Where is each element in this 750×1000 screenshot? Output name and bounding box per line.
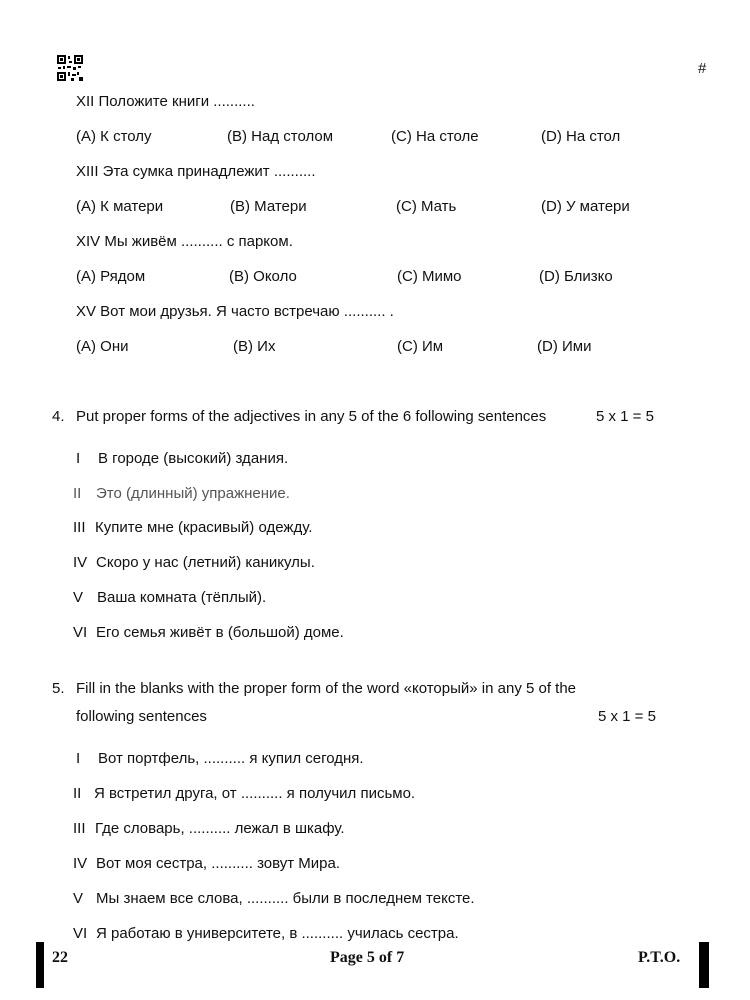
- item-number: I: [76, 750, 81, 767]
- option-c: (C) Им: [397, 338, 444, 355]
- question-xii: XII Положите книги ..........: [76, 93, 255, 110]
- question-xv: XV Вот мои друзья. Я часто встречаю .......... .: [76, 303, 394, 320]
- sentence: Я встретил друга, от .......... я получил письмо.: [94, 785, 416, 802]
- sentence: Скоро у нас (летний) каникулы.: [96, 554, 315, 571]
- marks: 5 x 1 = 5: [598, 708, 656, 725]
- item-number: VI: [73, 925, 88, 942]
- option-d: (D) У матери: [541, 198, 630, 215]
- option-b: (B) Около: [229, 268, 297, 285]
- question-number: 4.: [52, 408, 65, 425]
- sentence: Вот моя сестра, .......... зовут Мира.: [96, 855, 341, 872]
- item-number: V: [73, 890, 84, 907]
- hash-mark: #: [698, 60, 707, 77]
- item-number: II: [73, 485, 82, 502]
- question-instruction: Fill in the blanks with the proper form of the word «который» in any 5 of the: [76, 680, 577, 697]
- qr-code: [57, 55, 83, 81]
- option-c: (C) На столе: [391, 128, 479, 145]
- option-b: (B) Матери: [230, 198, 307, 215]
- page-number: Page 5 of 7: [330, 949, 405, 966]
- item-number: IV: [73, 554, 88, 571]
- sentence: В городе (высокий) здания.: [98, 450, 289, 467]
- option-d: (D) Близко: [539, 268, 613, 285]
- marks: 5 x 1 = 5: [596, 408, 654, 425]
- option-a: (A) Рядом: [76, 268, 146, 285]
- option-c: (C) Мимо: [397, 268, 462, 285]
- option-c: (C) Мать: [396, 198, 457, 215]
- question-xiii: XIII Эта сумка принадлежит ..........: [76, 163, 316, 180]
- sentence: Я работаю в университете, в .......... училась сестра.: [96, 925, 459, 942]
- question-instruction-cont: following sentences: [76, 708, 207, 725]
- sentence: Где словарь, .......... лежал в шкафу.: [95, 820, 345, 837]
- paper-code: 22: [52, 949, 68, 966]
- question-xiv: XIV Мы живём .......... с парком.: [76, 233, 293, 250]
- option-b: (B) Их: [233, 338, 276, 355]
- item-number: II: [73, 785, 82, 802]
- sentence: Вот портфель, .......... я купил сегодня.: [98, 750, 364, 767]
- sentence: Это (длинный) упражнение.: [96, 485, 290, 502]
- option-a: (A) К матери: [76, 198, 164, 215]
- item-number: I: [76, 450, 81, 467]
- option-a: (A) Они: [76, 338, 129, 355]
- item-number: III: [73, 519, 86, 536]
- footer-left-bar: [36, 942, 44, 988]
- pto-label: P.T.O.: [638, 949, 681, 966]
- item-number: V: [73, 589, 84, 606]
- sentence: Мы знаем все слова, .......... были в последнем тексте.: [96, 890, 475, 907]
- sentence: Купите мне (красивый) одежду.: [95, 519, 313, 536]
- option-d: (D) Ими: [537, 338, 592, 355]
- item-number: VI: [73, 624, 88, 641]
- footer-right-bar: [699, 942, 709, 988]
- option-d: (D) На стол: [541, 128, 621, 145]
- sentence: Его семья живёт в (большой) доме.: [96, 624, 344, 641]
- option-a: (A) К столу: [76, 128, 152, 145]
- option-b: (B) Над столом: [227, 128, 334, 145]
- sentence: Ваша комната (тёплый).: [97, 589, 267, 606]
- item-number: III: [73, 820, 86, 837]
- question-number: 5.: [52, 680, 65, 697]
- question-instruction: Put proper forms of the adjectives in any 5 of the 6 following sentences: [76, 408, 547, 425]
- item-number: IV: [73, 855, 88, 872]
